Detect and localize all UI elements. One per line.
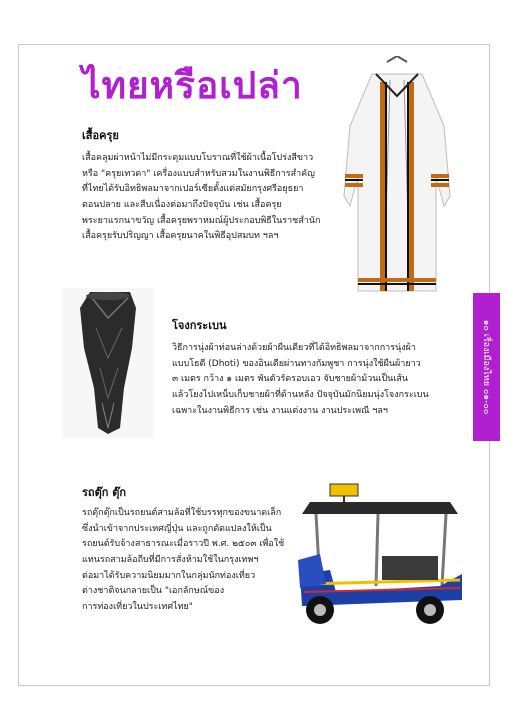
body-line: แบบโธตี (Dhoti) ของอินเดียผ่านทางกัมพูชา การนุ่งใช้ผืนผ้ายาว [172,358,421,369]
body-line: ต่างชาติจนกลายเป็น "เอกลักษณ์ของ [82,586,225,597]
side-tab-label: ๑๐ เรื่องเมืองไทย ๐๑-๐๐ [480,319,491,415]
section-heading-gown: เสื้อครุย [82,129,119,142]
body-line: แล้วโยงไปเหน็บเก็บชายผ้าที่ด้านหลัง ปัจจุบันมักนิยมนุ่งโจงกระเบน [172,390,429,401]
page-title: ไทยหรือเปล่า [82,64,303,107]
body-line: เฉพาะในงานพิธีการ เช่น งานแต่งงาน งานประเพณี ฯลฯ [172,405,388,416]
body-line: วิธีการนุ่งผ้าท่อนล่างด้วยผ้าผืนเดียวที่ได้อิทธิพลมาจากการนุ่งผ้า [172,343,416,353]
section-heading-tuktuk: รถตุ๊ก ตุ๊ก [82,486,127,499]
body-line: เสื้อครุยรับปริญญา เสื้อครุยนาคในพิธีอุปสมบท ฯลฯ [82,231,279,242]
body-line: รถตุ๊กตุ๊กเป็นรถยนต์สามล้อที่ใช้บรรทุกของขนาดเล็ก [82,508,282,518]
body-line: ซึ่งนำเข้าจากประเทศญี่ปุ่น และถูกดัดแปลงให้เป็น [82,523,272,534]
body-line: แทนรถสามล้อถีบที่มีการสั่งห้ามใช้ในกรุงเทพฯ [82,555,259,566]
body-line: รถยนต์รับจ้างสาธารณะเมื่อราวปี พ.ศ. ๒๕๐๓ เพื่อใช้ [82,539,285,550]
body-line: ที่ไทยได้รับอิทธิพลมาจากเปอร์เซียตั้งแต่สมัยกรุงศรีอยุธยา [82,184,304,195]
body-line: ตอนปลาย และสืบเนื่องต่อมาถึงปัจจุบัน เช่น เสื้อครุย [82,200,282,211]
section-body-gown [82,151,320,245]
tuk-tuk-photo [290,474,470,634]
body-line: พระยาแรกนาขวัญ เสื้อครุยพราหมณ์ผู้ประกอบพิธีในราชสำนัก [82,215,321,226]
section-body-chongkraben [172,341,429,419]
body-line: ๓ เมตร กว้าง ๑ เมตร พันตัวรัดรอบเอว จับชายผ้าม้วนเป็นเส้น [172,374,409,385]
body-line: การท่องเที่ยวในประเทศไทย" [82,602,193,613]
body-line: เสื้อคลุมผ่าหน้าไม่มีกระดุมแบบโบราณที่ใช้ผ้าเนื้อโปร่งสีขาว [82,153,314,163]
chong-kraben-photo [62,288,154,438]
section-heading-chongkraben: โจงกระเบน [172,319,227,332]
side-tab-marker [473,293,500,441]
academic-gown-photo [332,56,462,296]
body-line: ต่อมาได้รับความนิยมมากในกลุ่มนักท่องเที่ยว [82,570,256,581]
section-body-tuktuk [82,506,284,616]
body-line: หรือ "ครุยเทวดา" เครื่องแบบสำหรับสวมในงานพิธีการสำคัญ [82,168,315,179]
